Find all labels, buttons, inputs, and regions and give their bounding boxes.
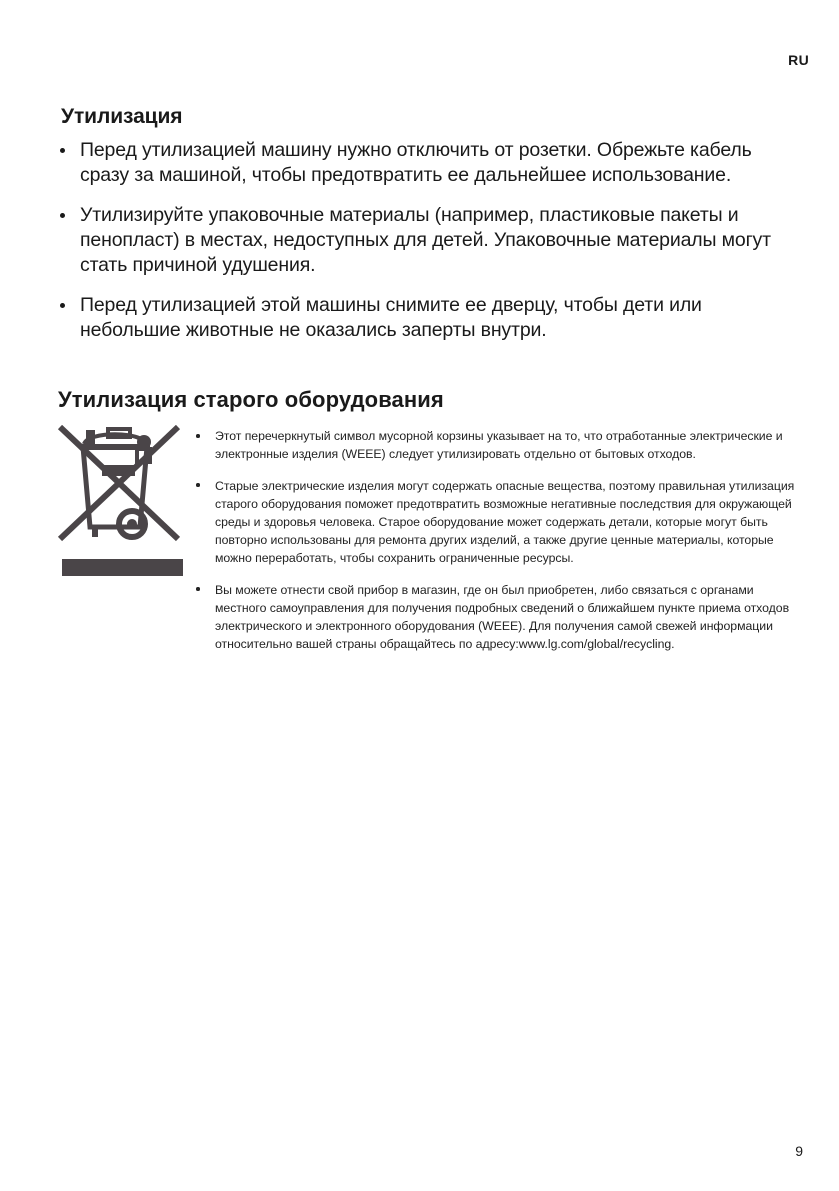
bullet-point-icon	[60, 213, 65, 218]
list-item-text: Перед утилизацией машину нужно отключить от розетки. Обрежьте кабель сразу за машиной, чтобы предотвратить ее дальнейшее использование.	[80, 139, 752, 187]
list-item-text: Вы можете отнести свой прибор в магазин, где он был приобретен, либо связаться с органами местного самоуправления для получения подробных сведений о ближайшем пункте приема отходов электрического и электронного оборудования (WEEE). Для получения самой свежей информации относительно вашей страны обращайтесь по адресу:www.lg.com/global/recycling.	[215, 582, 790, 652]
bullet-point-icon	[60, 148, 65, 153]
list-item	[58, 203, 798, 278]
bullet-point-icon	[196, 483, 200, 487]
section-title-disposal: Утилизация	[61, 105, 183, 128]
list-item	[194, 427, 798, 463]
page-number: 9	[795, 1143, 803, 1159]
weee-solid-bar	[62, 559, 183, 576]
list-item	[58, 293, 798, 343]
page-content	[58, 104, 798, 653]
bullet-point-icon	[196, 587, 200, 591]
weee-bullet-list	[194, 423, 798, 653]
list-item-text: Перед утилизацией этой машины снимите ее дверцу, чтобы дети или небольшие животные не оказались заперты внутри.	[80, 293, 702, 341]
bullet-point-icon	[196, 434, 200, 438]
list-item-text: Утилизируйте упаковочные материалы (например, пластиковые пакеты и пенопласт) в местах, недоступных для детей. Упаковочные материалы могут стать причиной удушения.	[80, 204, 771, 276]
section-title-old-equipment-disposal: Утилизация старого оборудования	[58, 386, 444, 412]
weee-symbol-column	[58, 423, 194, 576]
bullet-point-icon	[60, 303, 65, 308]
locale-marker: RU	[788, 52, 809, 68]
list-item	[58, 138, 798, 188]
list-item	[194, 477, 798, 568]
section-spacer	[58, 343, 798, 387]
list-item-text: Этот перечеркнутый символ мусорной корзины указывает на то, что отработанные электрические и электронные изделия (WEEE) следует утилизировать отдельно от бытовых отходов.	[215, 429, 783, 462]
crossed-out-wheelie-bin-icon	[58, 425, 182, 547]
list-item	[194, 581, 798, 654]
disposal-bullet-list	[58, 138, 798, 343]
list-item-text: Старые электрические изделия могут содержать опасные вещества, поэтому правильная утилизация старого оборудования поможет предотвратить возможные негативные последствия для окружающей среды и здоровья человека. Старое оборудование может содержать детали, которые могут быть повторно использованы для ремонта других изделий, а также другие ценные материалы, которые можно переработать, чтобы сохранить ограниченные ресурсы.	[215, 478, 795, 566]
weee-block	[58, 423, 798, 653]
